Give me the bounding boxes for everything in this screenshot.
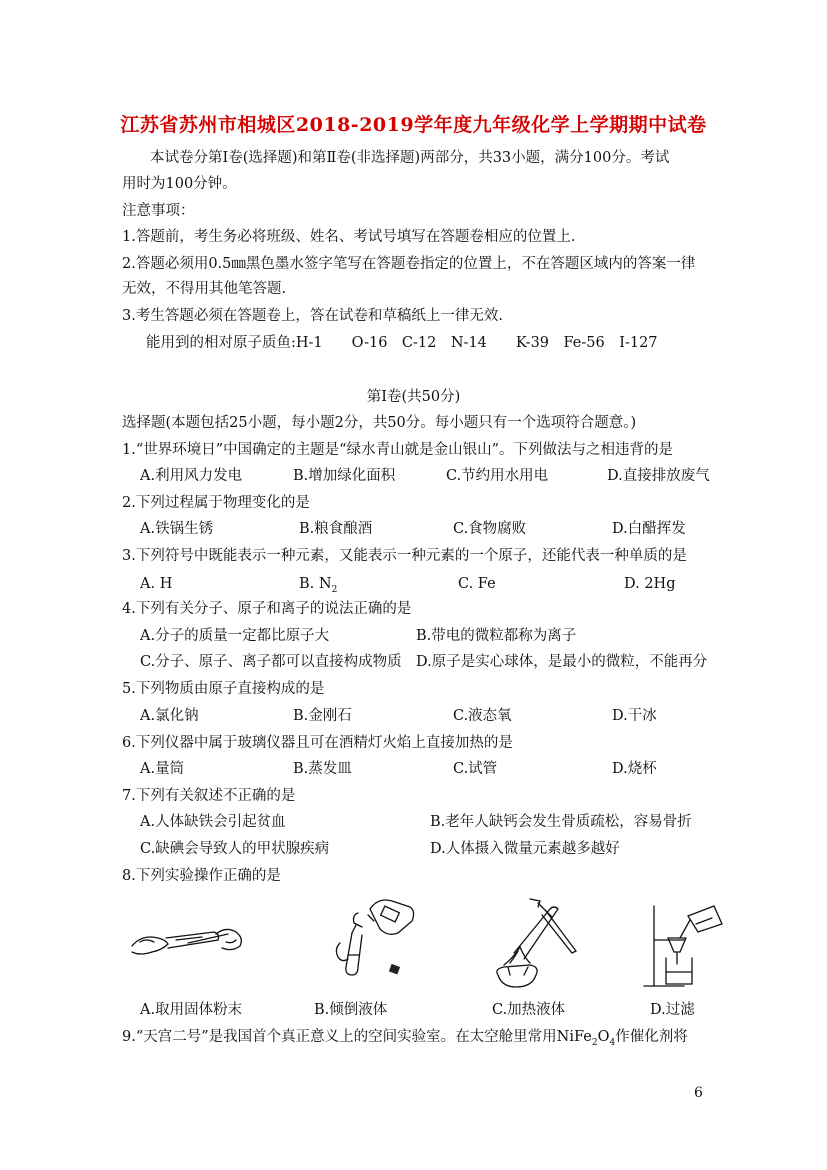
- q9-subscript-2: 4: [609, 1037, 616, 1048]
- q9-stem-end: 作催化剂将: [615, 1029, 688, 1045]
- q1-option-c: C.节约用水用电: [446, 468, 549, 484]
- q5-option-d: D.干冰: [612, 708, 657, 724]
- q8-option-b: B.倾倒液体: [314, 1002, 388, 1018]
- intro-line-2: 用时为100分钟。: [122, 176, 237, 192]
- q2-option-c: C.食物腐败: [453, 521, 527, 537]
- note-3: 3.考生答题必须在答题卷上，答在试卷和草稿纸上一律无效.: [122, 308, 503, 324]
- question-9-stem: [122, 1027, 688, 1053]
- q4-option-c: C.分子、原子、离子都可以直接构成物质: [140, 654, 402, 670]
- q1-option-a: A.利用风力发电: [140, 468, 243, 484]
- q3-option-b-subscript: 2: [331, 584, 338, 595]
- q8-option-c: C.加热液体: [492, 1002, 566, 1018]
- q6-option-b: B.蒸发皿: [293, 761, 352, 777]
- q7-option-a: A.人体缺铁会引起贫血: [140, 814, 286, 830]
- question-4-stem: 4.下列有关分子、原子和离子的说法正确的是: [122, 601, 412, 617]
- q5-option-a: A.氯化钠: [140, 708, 199, 724]
- q8-option-d: D.过滤: [650, 1002, 695, 1018]
- page-number: 6: [694, 1085, 703, 1101]
- q1-option-d: D.直接排放废气: [607, 468, 710, 484]
- q5-option-c: C.液态氧: [453, 708, 512, 724]
- figure-pour-liquid: [312, 893, 422, 989]
- exam-title: 江苏省苏州市相城区2018-2019学年度九年级化学上学期期中试卷: [120, 114, 707, 136]
- q6-option-d: D.烧杯: [612, 761, 657, 777]
- section-instruction: 选择题(本题包括25小题，每小题2分，共50分。每小题只有一个选项符合题意。): [122, 415, 637, 431]
- q2-option-d: D.白醋挥发: [612, 521, 686, 537]
- q4-option-a: A.分子的质量一定都比原子大: [140, 628, 330, 644]
- q9-formula-mid: O: [597, 1029, 610, 1045]
- notes-heading: 注意事项：: [122, 203, 195, 219]
- question-5-stem: 5.下列物质由原子直接构成的是: [122, 681, 325, 697]
- q8-option-a: A.取用固体粉末: [140, 1002, 243, 1018]
- q4-option-d: D.原子是实心球体，是最小的微粒，不能再分: [416, 654, 708, 670]
- question-6-stem: 6.下列仪器中属于玻璃仪器且可在酒精灯火焰上直接加热的是: [122, 735, 513, 751]
- q2-option-a: A.铁锅生锈: [140, 521, 214, 537]
- q3-option-b: [299, 574, 337, 600]
- q2-option-b: B.粮食酿酒: [299, 521, 373, 537]
- figure-heat-liquid: [480, 897, 590, 993]
- question-3-stem: 3.下列符号中既能表示一种元素，又能表示一种元素的一个原子，还能代表一种单质的是: [122, 548, 687, 564]
- question-2-stem: 2.下列过程属于物理变化的是: [122, 495, 310, 511]
- q1-option-b: B.增加绿化面积: [293, 468, 396, 484]
- q3-option-b-main: B. N: [299, 576, 332, 592]
- note-2a: 2.答题必须用0.5㎜黑色墨水签字笔写在答题卷指定的位置上，不在答题区域内的答案一律: [122, 256, 696, 272]
- intro-line-1: 本试卷分第Ⅰ卷(选择题)和第Ⅱ卷(非选择题)两部分，共33小题，满分100分。考试: [150, 150, 670, 166]
- atomic-masses: 能用到的相对原子质鱼:H-1 O-16 C-12 N-14 K-39 Fe-56 I-127: [146, 335, 658, 351]
- question-1-stem: 1.“世界环境日”中国确定的主题是“绿水青山就是金山银山”。下列做法与之相违背的是: [122, 442, 673, 458]
- question-7-stem: 7.下列有关叙述不正确的是: [122, 788, 296, 804]
- q6-option-a: A.量筒: [140, 761, 185, 777]
- q3-option-c: C. Fe: [458, 576, 496, 592]
- q4-option-b: B.带电的微粒都称为离子: [416, 628, 577, 644]
- section-heading: 第Ⅰ卷(共50分): [366, 389, 461, 405]
- q7-option-c: C.缺碘会导致人的甲状腺疾病: [140, 841, 330, 857]
- note-1: 1.答题前，考生务必将班级、姓名、考试号填写在答题卷相应的位置上.: [122, 229, 576, 245]
- figure-filtration: [640, 898, 730, 994]
- q5-option-b: B.金刚石: [293, 708, 352, 724]
- q9-stem-start: 9.“天宫二号”是我国首个真正意义上的空间实验室。在太空舱里常用NiFe: [122, 1029, 592, 1045]
- q3-option-a: A. H: [140, 576, 173, 592]
- q9-subscript-1: 2: [591, 1037, 598, 1048]
- figure-take-solid-powder: [128, 912, 248, 972]
- q7-option-d: D.人体摄入微量元素越多越好: [430, 841, 620, 857]
- note-2b: 无效，不得用其他笔答题.: [122, 281, 287, 297]
- question-8-stem: 8.下列实验操作正确的是: [122, 868, 281, 884]
- q6-option-c: C.试管: [453, 761, 498, 777]
- q7-option-b: B.老年人缺钙会发生骨质疏松，容易骨折: [430, 814, 692, 830]
- q3-option-d: D. 2Hg: [624, 576, 676, 592]
